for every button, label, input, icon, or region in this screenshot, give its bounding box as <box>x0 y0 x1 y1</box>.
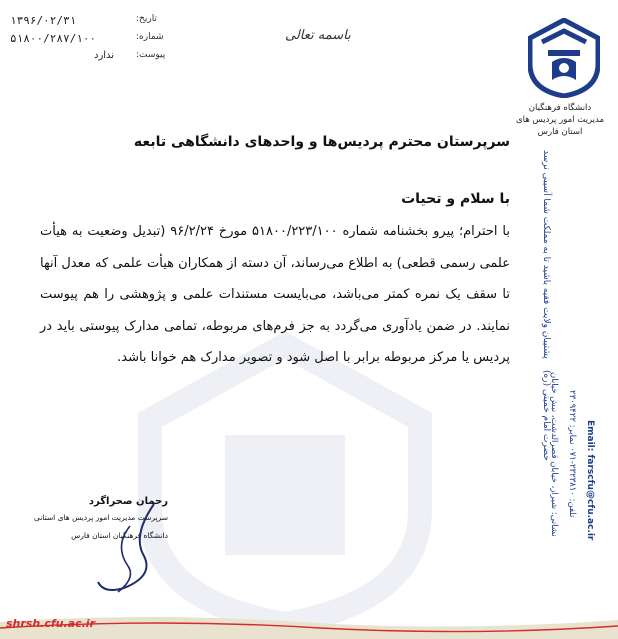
meta-number-label: شماره: <box>136 32 164 42</box>
university-emblem-watermark <box>135 330 435 630</box>
university-logo-icon <box>528 18 600 98</box>
address-text: نشانی: شیراز، خیابان قصرالدشت، نبش خیابان <box>549 372 559 537</box>
vertical-address <box>548 372 560 612</box>
logo-line-3: استان فارس <box>537 127 583 137</box>
vertical-phone <box>566 390 578 612</box>
meta-number-value: ۵۱۸۰۰/۲۸۷/۱۰۰ <box>10 32 97 45</box>
logo-line-2: مدیریت امور پردیس های <box>515 115 605 125</box>
logo-caption <box>506 102 614 138</box>
phone-text: تلفن: ۲۳۲۳۸۱۰-۰۷۱ نمابر: ۲۳۰۹۴۲۲ <box>567 390 577 518</box>
vertical-motto-source: حضرت امام خمینی (ره) <box>541 369 551 461</box>
vertical-email <box>584 420 596 612</box>
letter-body <box>40 134 510 374</box>
letter-title: سرپرستان محترم پردیس‌ها و واحدهای دانشگاهی تابعه <box>133 134 510 150</box>
letter-greeting: با سلام و تحیات <box>401 191 510 207</box>
vertical-motto-text: پشتیبان ولایت فقیه باشید تا به مملکت شما آسیبی نرسد <box>541 150 551 359</box>
footer-website[interactable]: shrsh.cfu.ac.ir <box>6 617 95 630</box>
meta-date-label: تاریخ: <box>136 14 157 24</box>
meta-attachment-value: ندارد <box>94 50 115 61</box>
letter-meta <box>6 14 166 68</box>
meta-attachment-row <box>6 50 166 68</box>
meta-number-row <box>6 32 166 50</box>
meta-date-row <box>6 14 166 32</box>
signer-role-2: دانشگاه فرهنگیان استان فارس <box>71 531 168 540</box>
meta-attachment-label: پیوست: <box>136 50 166 60</box>
letter-paragraph: با احترام؛ پیرو بخشنامه شماره ۵۱۸۰۰/۲۲۳/۱۰۰ مورخ ۹۶/۲/۲۴ (تبدیل وضعیت به هیأت علمی رسمی قطعی) به اطلاع می‌رساند، آن دسته از همکاران هیأت علمی که معدل آنها تا سقف یک نمره کمتر می‌باشد، می‌بایست مستندات علمی و پژوهشی را هم پیوست نمایند. در ضمن یادآوری می‌گردد به جز فرم‌های مربوطه، تمامی مدارک پیوستی باید در پردیس یا مرکز مربوطه برابر با اصل شود و تصویر مدارک هم خوانا باشد. <box>40 224 510 365</box>
signer-name: رحمان صحراگرد <box>88 496 168 507</box>
email-text: Email: farscfu@cfu.ac.ir <box>585 420 595 541</box>
meta-date-value: ۱۳۹۶/۰۲/۳۱ <box>10 14 77 27</box>
signer-role-1: سرپرست مدیریت امور پردیس های استانی <box>33 513 168 522</box>
header-motto: باسمه تعالی <box>285 28 351 43</box>
logo-line-1: دانشگاه فرهنگیان <box>528 103 592 113</box>
handwritten-signature-icon <box>84 496 164 596</box>
